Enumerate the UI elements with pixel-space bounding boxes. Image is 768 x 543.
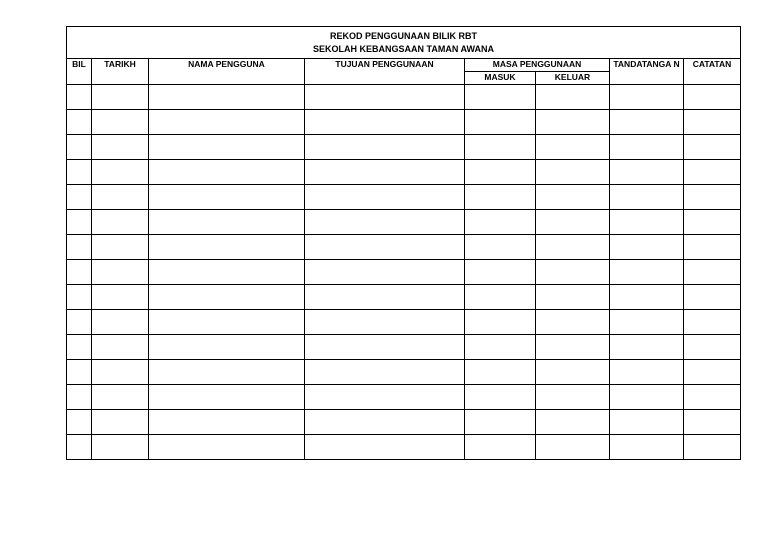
tarikh-cell — [92, 360, 149, 385]
tujuan-cell — [305, 185, 465, 210]
catatan-cell — [684, 385, 741, 410]
tujuan-cell — [305, 210, 465, 235]
col-keluar-header: KELUAR — [536, 72, 610, 85]
table-row — [67, 410, 741, 435]
masuk-cell — [465, 335, 536, 360]
tarikh-cell — [92, 135, 149, 160]
masuk-cell — [465, 235, 536, 260]
tarikh-cell — [92, 385, 149, 410]
tarikh-cell — [92, 435, 149, 460]
catatan-cell — [684, 410, 741, 435]
catatan-cell — [684, 235, 741, 260]
tandatangan-cell — [610, 435, 684, 460]
tandatangan-cell — [610, 135, 684, 160]
masuk-cell — [465, 410, 536, 435]
col-tandatangan-header: TANDATANGA N — [610, 59, 684, 85]
masuk-cell — [465, 185, 536, 210]
keluar-cell — [536, 335, 610, 360]
tujuan-cell — [305, 110, 465, 135]
keluar-cell — [536, 235, 610, 260]
table-row — [67, 385, 741, 410]
bil-cell — [67, 85, 92, 110]
col-tujuan-header: TUJUAN PENGGUNAAN — [305, 59, 465, 85]
tandatangan-cell — [610, 360, 684, 385]
catatan-cell — [684, 135, 741, 160]
tandatangan-cell — [610, 185, 684, 210]
tandatangan-cell — [610, 310, 684, 335]
header-row — [67, 59, 741, 72]
catatan-cell — [684, 85, 741, 110]
table-row — [67, 135, 741, 160]
tarikh-cell — [92, 410, 149, 435]
tandatangan-cell — [610, 410, 684, 435]
tandatangan-cell — [610, 285, 684, 310]
nama-cell — [149, 85, 305, 110]
col-nama-header: NAMA PENGGUNA — [149, 59, 305, 85]
keluar-cell — [536, 385, 610, 410]
table-row — [67, 185, 741, 210]
title-line-1: REKOD PENGGUNAAN BILIK RBT — [329, 30, 477, 41]
masuk-cell — [465, 260, 536, 285]
keluar-cell — [536, 160, 610, 185]
table-row — [67, 285, 741, 310]
masuk-cell — [465, 285, 536, 310]
bil-cell — [67, 435, 92, 460]
tujuan-cell — [305, 85, 465, 110]
bil-cell — [67, 185, 92, 210]
keluar-cell — [536, 110, 610, 135]
table-row — [67, 435, 741, 460]
tandatangan-cell — [610, 110, 684, 135]
catatan-cell — [684, 310, 741, 335]
nama-cell — [149, 160, 305, 185]
table-row — [67, 360, 741, 385]
bil-cell — [67, 235, 92, 260]
catatan-cell — [684, 210, 741, 235]
nama-cell — [149, 110, 305, 135]
col-tarikh-header: TARIKH — [92, 59, 149, 85]
nama-cell — [149, 135, 305, 160]
catatan-cell — [684, 360, 741, 385]
masuk-cell — [465, 310, 536, 335]
tujuan-cell — [305, 160, 465, 185]
tandatangan-cell — [610, 85, 684, 110]
col-masa-header: MASA PENGGUNAAN — [465, 59, 610, 72]
table-row — [67, 160, 741, 185]
col-masuk-header: MASUK — [465, 72, 536, 85]
tarikh-cell — [92, 235, 149, 260]
masuk-cell — [465, 360, 536, 385]
tujuan-cell — [305, 435, 465, 460]
keluar-cell — [536, 210, 610, 235]
tarikh-cell — [92, 160, 149, 185]
tarikh-cell — [92, 110, 149, 135]
tandatangan-cell — [610, 235, 684, 260]
usage-record-table — [66, 26, 741, 460]
col-catatan-header: CATATAN — [684, 59, 741, 85]
nama-cell — [149, 310, 305, 335]
nama-cell — [149, 335, 305, 360]
bil-cell — [67, 410, 92, 435]
nama-cell — [149, 435, 305, 460]
masuk-cell — [465, 110, 536, 135]
keluar-cell — [536, 435, 610, 460]
keluar-cell — [536, 410, 610, 435]
tujuan-cell — [305, 360, 465, 385]
tandatangan-cell — [610, 335, 684, 360]
bil-cell — [67, 260, 92, 285]
tandatangan-cell — [610, 210, 684, 235]
nama-cell — [149, 410, 305, 435]
keluar-cell — [536, 285, 610, 310]
keluar-cell — [536, 85, 610, 110]
keluar-cell — [536, 310, 610, 335]
nama-cell — [149, 285, 305, 310]
bil-cell — [67, 285, 92, 310]
bil-cell — [67, 210, 92, 235]
tarikh-cell — [92, 285, 149, 310]
tujuan-cell — [305, 235, 465, 260]
bil-cell — [67, 160, 92, 185]
nama-cell — [149, 235, 305, 260]
tarikh-cell — [92, 185, 149, 210]
tujuan-cell — [305, 310, 465, 335]
catatan-cell — [684, 110, 741, 135]
tarikh-cell — [92, 260, 149, 285]
keluar-cell — [536, 135, 610, 160]
nama-cell — [149, 360, 305, 385]
title-row — [67, 27, 741, 59]
nama-cell — [149, 210, 305, 235]
masuk-cell — [465, 85, 536, 110]
bil-cell — [67, 135, 92, 160]
bil-cell — [67, 310, 92, 335]
table-row — [67, 260, 741, 285]
masuk-cell — [465, 135, 536, 160]
table-row — [67, 335, 741, 360]
record-rows — [67, 85, 741, 460]
catatan-cell — [684, 260, 741, 285]
masuk-cell — [465, 160, 536, 185]
catatan-cell — [684, 285, 741, 310]
tarikh-cell — [92, 310, 149, 335]
masuk-cell — [465, 210, 536, 235]
table-row — [67, 110, 741, 135]
nama-cell — [149, 385, 305, 410]
tandatangan-cell — [610, 385, 684, 410]
col-bil-header: BIL — [67, 59, 92, 85]
nama-cell — [149, 185, 305, 210]
tujuan-cell — [305, 135, 465, 160]
tujuan-cell — [305, 385, 465, 410]
keluar-cell — [536, 360, 610, 385]
tarikh-cell — [92, 210, 149, 235]
table-row — [67, 85, 741, 110]
masuk-cell — [465, 435, 536, 460]
catatan-cell — [684, 335, 741, 360]
document-title — [67, 27, 741, 59]
title-line-2: SEKOLAH KEBANGSAAN TAMAN AWANA — [313, 43, 494, 54]
keluar-cell — [536, 185, 610, 210]
catatan-cell — [684, 185, 741, 210]
tarikh-cell — [92, 335, 149, 360]
record-sheet — [66, 26, 741, 460]
tujuan-cell — [305, 335, 465, 360]
tujuan-cell — [305, 285, 465, 310]
table-row — [67, 235, 741, 260]
tarikh-cell — [92, 85, 149, 110]
table-row — [67, 310, 741, 335]
catatan-cell — [684, 160, 741, 185]
keluar-cell — [536, 260, 610, 285]
bil-cell — [67, 360, 92, 385]
tandatangan-cell — [610, 260, 684, 285]
bil-cell — [67, 335, 92, 360]
masuk-cell — [465, 385, 536, 410]
catatan-cell — [684, 435, 741, 460]
bil-cell — [67, 385, 92, 410]
tujuan-cell — [305, 260, 465, 285]
nama-cell — [149, 260, 305, 285]
table-row — [67, 210, 741, 235]
tandatangan-cell — [610, 160, 684, 185]
bil-cell — [67, 110, 92, 135]
tujuan-cell — [305, 410, 465, 435]
